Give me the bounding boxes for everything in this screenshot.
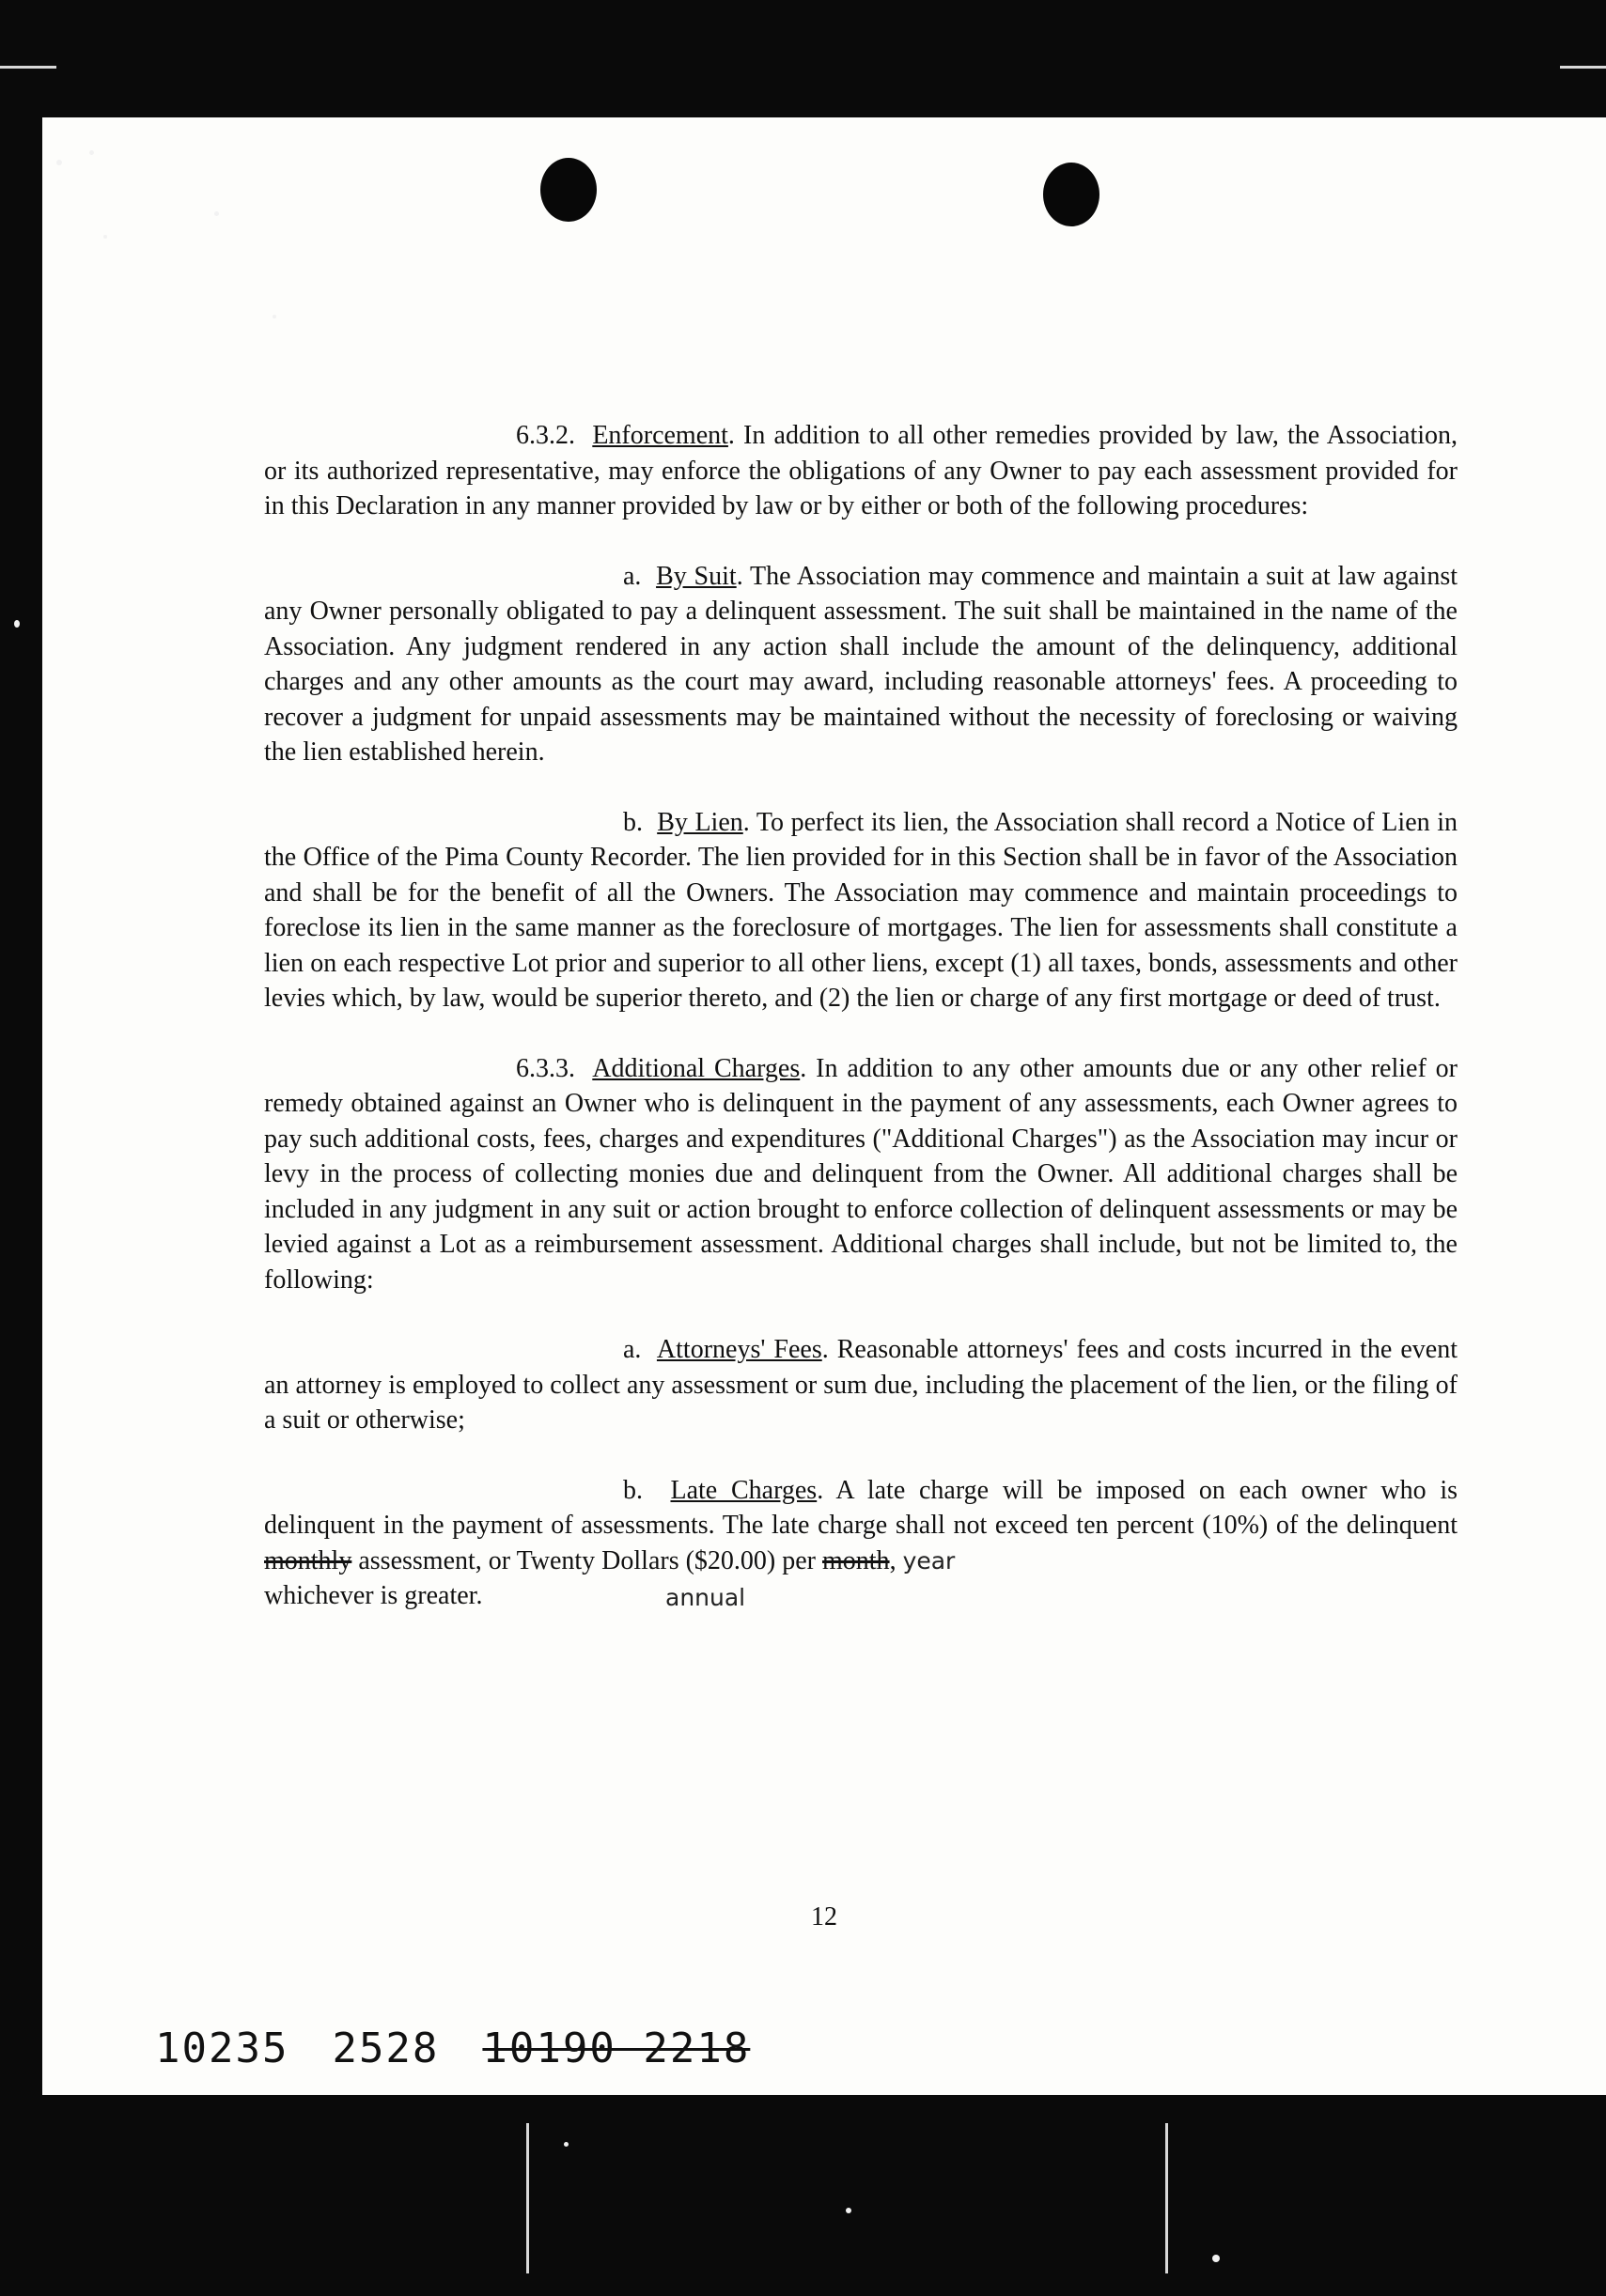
scan-speck [564, 2142, 569, 2147]
section-number: 6.3.2. [516, 421, 575, 450]
handwritten-annual: annual [665, 1583, 746, 1611]
scan-speck [1212, 2255, 1220, 2262]
section-title: By Suit [656, 561, 737, 591]
scan-speck [89, 150, 94, 155]
section-title: Late Charges [670, 1475, 818, 1505]
section-6-3-2-b [264, 805, 1458, 1016]
section-number: b. [623, 807, 643, 837]
section-title: Enforcement [592, 421, 728, 450]
last-line: whichever is greater. [264, 1581, 483, 1610]
section-number: b. [623, 1475, 643, 1505]
scan-streak [526, 2123, 529, 2273]
scan-speck [56, 160, 62, 165]
section-title: Attorneys' Fees [656, 1335, 822, 1364]
section-6-3-2-a [264, 559, 1458, 770]
document-page [42, 117, 1606, 2095]
section-6-3-3-a [264, 1332, 1458, 1438]
scan-speck [14, 620, 20, 628]
docket-number: 10235 [155, 2025, 289, 2072]
section-6-3-3-b: b. Late Charges. A late charge will be imposed on each owner who is delinquent in the payment of assessments. The late charge shall not exceed ten percent (10%) of the delinquent monthly assessment, or Twenty Dollars ($20.00) per month, year whichever is greater. annual [264, 1473, 1458, 1614]
section-number: a. [623, 561, 642, 591]
section-body: . To perfect its lien, the Association shall record a Notice of Lien in the Office of the Pima County Recorder. The lien provided for in this Section shall be in favor of the Association and shall be for the benefit of all the Owners. The Association may commence and maintain proceedings to foreclose its lien in the same manner as the foreclosure of mortgages. The lien for assessments shall constitute a lien on each respective Lot prior and superior to all other liens, except (1) all taxes, bonds, assessments and other levies which, by law, would be superior thereto, and (2) the lien or charge of any first mortgage or deed of trust. [264, 807, 1458, 1013]
struck-word-month: month [822, 1545, 890, 1575]
old-reference: 10190 2218 [482, 2025, 751, 2072]
punch-hole-left [540, 158, 597, 222]
section-number: a. [623, 1335, 642, 1364]
section-title: By Lien [657, 807, 743, 837]
section-body: . In addition to all other remedies provided by law, the Association, or its authorized representative, may enforce the obligations of any Owner to pay each assessment provided for in this Declaration in any manner provided by law or by either or both of the following procedures: [264, 421, 1458, 520]
scan-speck [103, 235, 107, 239]
section-body: . In addition to any other amounts due or any other relief or remedy obtained against an Owner who is delinquent in the payment of any assessments, each Owner agrees to pay such additional costs, fees, charges and expenditures ("Additional Charges") as the Association may incur or levy in the process of collecting monies due and delinquent from the Owner. All additional charges shall be included in any judgment in any suit or action brought to enforce collection of delinquent assessments or may be levied against a Lot as a reimbursement assessment. Additional charges shall include, but not be limited to, the following: [264, 1053, 1458, 1295]
scan-streak [0, 66, 56, 69]
struck-word-monthly: monthly [264, 1545, 352, 1575]
punch-hole-right [1043, 163, 1099, 226]
handwritten-year: year [902, 1546, 956, 1575]
recording-stamps [155, 2025, 793, 2072]
scan-speck [273, 315, 276, 318]
section-6-3-3 [264, 1051, 1458, 1298]
section-body: . The Association may commence and maintain a suit at law against any Owner personally obligated to pay a delinquent assessment. The suit shall be maintained in the name of the Association. Any judgment rendered in any action shall include the amount of the delinquency, additional charges and any other amounts as the court may award, including reasonable attorneys' fees. A proceeding to recover a judgment for unpaid assessments may be maintained without the necessity of foreclosing or waiving the lien established herein. [264, 561, 1458, 767]
section-title: Additional Charges [592, 1053, 801, 1083]
document-body [264, 418, 1458, 1614]
section-6-3-2 [264, 418, 1458, 524]
section-body: . Reasonable attorneys' fees and costs incurred in the event an attorney is employed to collect any assessment or sum due, including the placement of the lien, or the filing of a suit or otherwise; [264, 1335, 1458, 1435]
scan-streak [1165, 2123, 1168, 2273]
docket-page: 2528 [332, 2025, 440, 2072]
scan-speck [846, 2208, 851, 2213]
scan-streak [1560, 66, 1606, 69]
page-number: 12 [811, 1902, 837, 1931]
scan-speck [214, 211, 219, 216]
section-number: 6.3.3. [516, 1053, 575, 1083]
